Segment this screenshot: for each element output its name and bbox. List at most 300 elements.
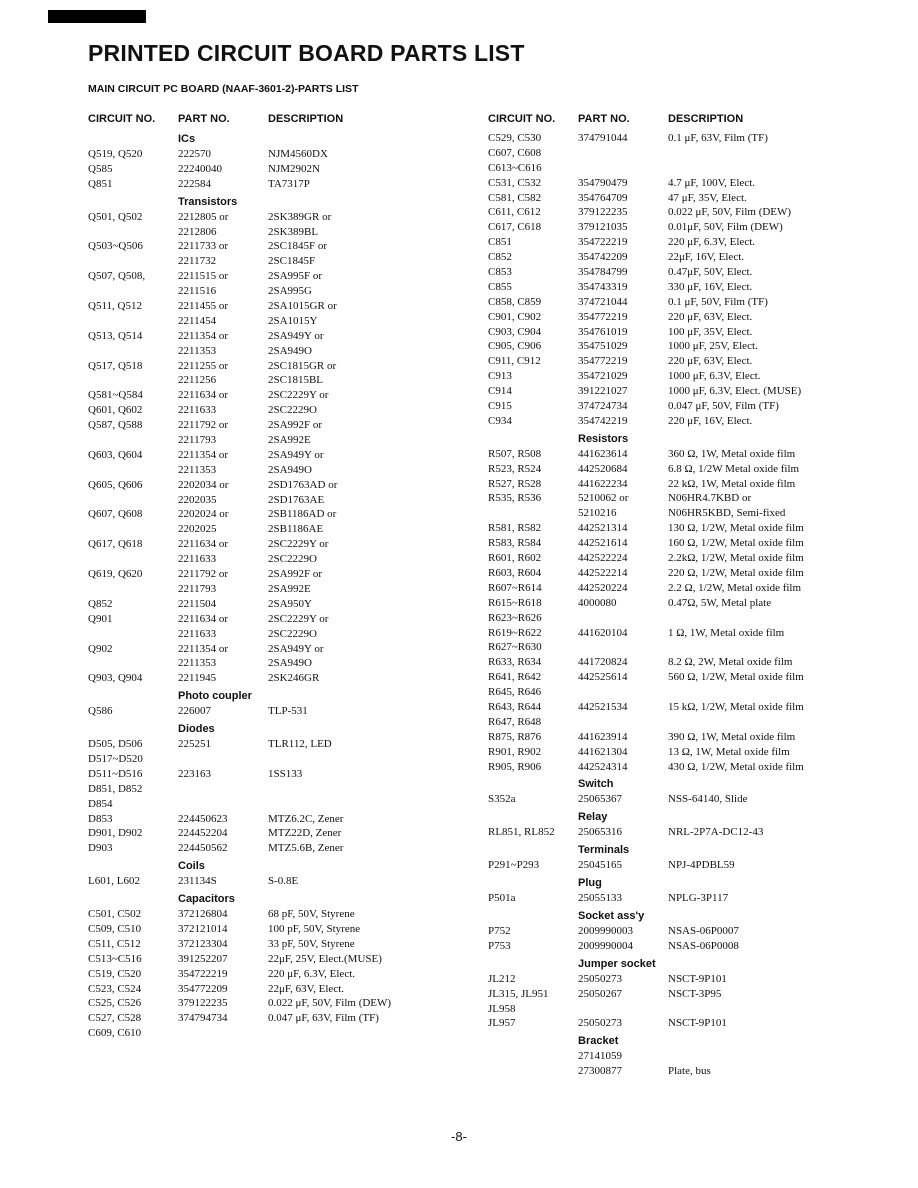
- table-row: [88, 826, 418, 841]
- part-no: 2202035: [178, 493, 217, 506]
- part-no: 2212805 or: [178, 210, 229, 223]
- part-no: 2211256: [178, 374, 217, 387]
- page-number: -8-: [451, 1129, 467, 1144]
- circuit-no: Q607, Q608: [88, 508, 143, 521]
- description: MTZ6.2C, Zener: [268, 812, 344, 825]
- part-no: 2211354 or: [178, 448, 229, 461]
- table-row: [488, 730, 848, 745]
- part-no: 374794734: [178, 1012, 228, 1025]
- description: 330 μF, 16V, Elect.: [668, 280, 753, 293]
- description: 68 pF, 50V, Styrene: [268, 908, 355, 921]
- description: 8.2 Ω, 2W, Metal oxide film: [668, 656, 793, 669]
- circuit-no-header: CIRCUIT NO.: [88, 113, 156, 125]
- table-row: [88, 967, 418, 982]
- part-no: [178, 782, 268, 797]
- part-no: 2211353: [178, 463, 217, 476]
- table-row: [488, 491, 848, 506]
- circuit-no: C613~C616: [488, 161, 542, 174]
- part-no: 354751029: [578, 340, 628, 353]
- circuit-no: [88, 225, 178, 240]
- part-no: 442521614: [578, 537, 628, 550]
- table-row: [88, 147, 418, 162]
- table-row: [88, 299, 418, 314]
- circuit-no: [88, 344, 178, 359]
- table-row: [88, 874, 418, 889]
- part-no: 354772209: [178, 982, 228, 995]
- table-row: [488, 640, 848, 655]
- section-title: Capacitors: [178, 893, 235, 906]
- table-row: [88, 254, 418, 269]
- circuit-no: P753: [488, 939, 511, 952]
- circuit-no: Q603, Q604: [88, 448, 143, 461]
- table-row: [488, 891, 848, 906]
- description: 220 μF, 63V, Elect.: [668, 355, 753, 368]
- description: N06HR4.7KBD or: [668, 492, 752, 505]
- description: [668, 685, 848, 700]
- circuit-no: C901, C902: [488, 310, 542, 323]
- table-row: [88, 767, 418, 782]
- description: TLR112, LED: [268, 738, 332, 751]
- table-row: [88, 627, 418, 642]
- table-row: [488, 414, 848, 429]
- parts-list-left: [88, 131, 418, 1041]
- table-row: [88, 1026, 418, 1041]
- part-no: 354772219: [578, 355, 628, 368]
- part-no-header: PART NO.: [178, 113, 230, 125]
- part-no: 2212806: [178, 225, 217, 238]
- description: 2SC2229O: [268, 553, 317, 566]
- description: 390 Ω, 1W, Metal oxide film: [668, 730, 796, 743]
- table-row: [488, 1002, 848, 1017]
- table-row: [88, 493, 418, 508]
- circuit-no: C529, C530: [488, 132, 542, 144]
- description: 2.2kΩ, 1/2W, Metal oxide film: [668, 552, 804, 565]
- table-row: [88, 507, 418, 522]
- part-no: 2211515 or: [178, 270, 229, 283]
- description: 2SC2229Y or: [268, 538, 329, 551]
- table-row: [88, 704, 418, 719]
- description: 2SA995F or: [268, 270, 323, 283]
- part-no: 2211454: [178, 314, 217, 327]
- table-row: [488, 715, 848, 730]
- circuit-no: C855: [488, 280, 512, 293]
- circuit-no: C934: [488, 414, 512, 427]
- description: [268, 1026, 418, 1041]
- part-no: 224452204: [178, 827, 228, 840]
- table-row: [488, 235, 848, 250]
- part-no: 441622234: [578, 477, 628, 490]
- table-row: [488, 670, 848, 685]
- table-row: [88, 403, 418, 418]
- description: NSCT-9P101: [668, 972, 727, 985]
- table-row: [488, 265, 848, 280]
- circuit-no: R647, R648: [488, 715, 542, 728]
- description: 100 pF, 50V, Styrene: [268, 922, 361, 935]
- description: 0.022 μF, 50V, Film (DEW): [268, 997, 392, 1010]
- circuit-no: C525, C526: [88, 997, 142, 1010]
- circuit-no: P752: [488, 924, 511, 937]
- part-no: 224450623: [178, 812, 228, 825]
- description: 22μF, 25V, Elect.(MUSE): [268, 952, 382, 965]
- description: 2SC2229Y or: [268, 389, 329, 402]
- part-no: 2202034 or: [178, 478, 229, 491]
- part-no: 442522214: [578, 566, 628, 579]
- description: 47 μF, 35V, Elect.: [668, 191, 747, 204]
- description: 0.1 μF, 50V, Film (TF): [668, 295, 768, 308]
- description: 360 Ω, 1W, Metal oxide film: [668, 447, 796, 460]
- description: 15 kΩ, 1/2W, Metal oxide film: [668, 700, 804, 713]
- table-row: [488, 354, 848, 369]
- circuit-no: C523, C524: [88, 982, 142, 995]
- circuit-no: D851, D852: [88, 782, 143, 795]
- circuit-no: Q852: [88, 597, 113, 610]
- circuit-no: Q581~Q584: [88, 389, 143, 402]
- part-no: 223163: [178, 767, 211, 780]
- table-row: [88, 522, 418, 537]
- part-no: 25050267: [578, 987, 622, 1000]
- part-no: 2211353: [178, 344, 217, 357]
- part-no: 354764709: [578, 191, 628, 204]
- description: 100 μF, 35V, Elect.: [668, 325, 753, 338]
- description: [268, 797, 418, 812]
- part-no: 442524314: [578, 760, 628, 773]
- table-row: [88, 656, 418, 671]
- part-no: 2211633: [178, 553, 217, 566]
- circuit-no: R641, R642: [488, 671, 542, 684]
- table-row: [488, 325, 848, 340]
- table-row: [488, 655, 848, 670]
- table-row: [88, 952, 418, 967]
- part-no: 25065316: [578, 826, 622, 839]
- circuit-no: [88, 254, 178, 269]
- description: 4.7 μF, 100V, Elect.: [668, 176, 756, 189]
- table-row: [488, 924, 848, 939]
- table-row: [88, 418, 418, 433]
- description: 2SD1763AE: [268, 493, 325, 506]
- circuit-no: R581, R582: [488, 522, 542, 535]
- description: NRL-2P7A-DC12-43: [668, 826, 764, 839]
- table-row: [488, 339, 848, 354]
- section-title: Resistors: [578, 432, 629, 445]
- table-row: [88, 612, 418, 627]
- part-no: 374791044: [578, 132, 628, 144]
- description: 2SB1186AD or: [268, 508, 337, 521]
- table-row: [88, 314, 418, 329]
- part-no: 2211633: [178, 627, 217, 640]
- part-no: 27141059: [578, 1050, 622, 1063]
- description-header: DESCRIPTION: [268, 113, 344, 125]
- circuit-no: S352a: [488, 793, 516, 806]
- circuit-no: R633, R634: [488, 656, 542, 669]
- section-title: Switch: [578, 778, 614, 791]
- description: 2SD1763AD or: [268, 478, 338, 491]
- circuit-no: Q587, Q588: [88, 419, 143, 432]
- table-row: [88, 373, 418, 388]
- circuit-no: [488, 1049, 578, 1064]
- table-row: [488, 310, 848, 325]
- table-row: [88, 982, 418, 997]
- description: [668, 1049, 848, 1064]
- description: 2SA992F or: [268, 568, 323, 581]
- description: 2.2 Ω, 1/2W, Metal oxide film: [668, 581, 802, 594]
- table-row: [88, 388, 418, 403]
- circuit-no: [488, 506, 578, 521]
- description: 130 Ω, 1/2W, Metal oxide film: [668, 522, 804, 535]
- description: 0.01μF, 50V, Film (DEW): [668, 221, 783, 234]
- description-header: DESCRIPTION: [668, 113, 744, 125]
- circuit-no: C851: [488, 236, 512, 249]
- description: NSCT-3P95: [668, 987, 722, 1000]
- circuit-no: Q503~Q506: [88, 240, 143, 253]
- table-row: [88, 737, 418, 752]
- part-no: 2211633: [178, 404, 217, 417]
- circuit-no: P501a: [488, 892, 516, 905]
- description: 220 μF, 63V, Elect.: [668, 310, 753, 323]
- table-row: [88, 284, 418, 299]
- description: 2SC1845F: [268, 255, 316, 268]
- part-no: 441621304: [578, 745, 628, 758]
- section-title: Photo coupler: [178, 690, 252, 703]
- table-row: [88, 225, 418, 240]
- circuit-no: Q617, Q618: [88, 538, 143, 551]
- description: 560 Ω, 1/2W, Metal oxide film: [668, 671, 804, 684]
- table-row: [88, 448, 418, 463]
- table-row: [488, 384, 848, 399]
- circuit-no: [88, 463, 178, 478]
- table-row: [88, 841, 418, 856]
- part-no: 2211945: [178, 672, 217, 685]
- circuit-no: Q511, Q512: [88, 300, 142, 313]
- description: 2SA992E: [268, 582, 311, 595]
- table-row: [88, 812, 418, 827]
- part-no: 354721029: [578, 370, 628, 383]
- table-row: [488, 462, 848, 477]
- part-no: 379122235: [578, 206, 628, 219]
- circuit-no: C509, C510: [88, 922, 142, 935]
- circuit-no: [88, 284, 178, 299]
- part-no: 372126804: [178, 908, 228, 921]
- circuit-no: C911, C912: [488, 355, 541, 368]
- section-title: Jumper socket: [578, 957, 656, 970]
- section-title: Plug: [578, 877, 602, 890]
- circuit-no: R583, R584: [488, 537, 542, 550]
- part-no: 441620104: [578, 626, 628, 639]
- circuit-no: Q619, Q620: [88, 568, 143, 581]
- table-row: [488, 1049, 848, 1064]
- table-row: [488, 939, 848, 954]
- part-no: [178, 752, 268, 767]
- column-header-row: [488, 113, 848, 127]
- part-no: 354772219: [578, 310, 628, 323]
- part-no: 231134S: [178, 875, 217, 888]
- circuit-no: C617, C618: [488, 221, 542, 234]
- parts-column-right: [488, 113, 848, 1079]
- table-row: [488, 536, 848, 551]
- table-row: [488, 972, 848, 987]
- description: [668, 1002, 848, 1017]
- description: 160 Ω, 1/2W, Metal oxide film: [668, 537, 804, 550]
- circuit-no: R601, R602: [488, 552, 542, 565]
- description: NPLG-3P117: [668, 892, 729, 905]
- circuit-no: R905, R906: [488, 760, 542, 773]
- table-row: [488, 280, 848, 295]
- description: 6.8 Ω, 1/2W Metal oxide film: [668, 462, 800, 475]
- table-row: [488, 369, 848, 384]
- part-no: 2211455 or: [178, 300, 229, 313]
- circuit-no: Q605, Q606: [88, 478, 143, 491]
- circuit-no: C609, C610: [88, 1027, 142, 1040]
- circuit-no: [88, 582, 178, 597]
- part-no: 25045165: [578, 859, 622, 872]
- page-subtitle: MAIN CIRCUIT PC BOARD (NAAF-3601-2)-PARTS LIST: [88, 83, 359, 95]
- circuit-no: [88, 433, 178, 448]
- circuit-no: R615~R618: [488, 596, 542, 609]
- part-no: 2211732: [178, 255, 217, 268]
- circuit-no: D517~D520: [88, 752, 143, 765]
- description: 2SC1815BL: [268, 374, 324, 387]
- circuit-no: L601, L602: [88, 875, 140, 888]
- parts-list-right: [488, 131, 848, 1079]
- circuit-no: R523, R524: [488, 462, 542, 475]
- part-no: 25065367: [578, 793, 622, 806]
- part-no: [178, 797, 268, 812]
- description: N06HR5KBD, Semi-fixed: [668, 507, 786, 520]
- part-no: 2211792 or: [178, 568, 229, 581]
- description: 220 μF, 6.3V, Elect.: [668, 236, 756, 249]
- part-no: 372123304: [178, 937, 228, 950]
- description: 430 Ω, 1/2W, Metal oxide film: [668, 760, 804, 773]
- description: 220 Ω, 1/2W, Metal oxide film: [668, 566, 804, 579]
- description: TA7317P: [268, 177, 310, 190]
- table-row: [88, 269, 418, 284]
- description: 22μF, 63V, Elect.: [268, 982, 345, 995]
- circuit-no: C905, C906: [488, 340, 542, 353]
- part-no: 2211354 or: [178, 329, 229, 342]
- description: [668, 640, 848, 655]
- circuit-no: D903: [88, 842, 113, 855]
- description: NSAS-06P0008: [668, 939, 739, 952]
- part-no: 374724734: [578, 400, 628, 413]
- description: 22μF, 16V, Elect.: [668, 251, 745, 264]
- circuit-no: D854: [88, 797, 113, 810]
- circuit-no: D853: [88, 812, 113, 825]
- circuit-no: Q902: [88, 642, 113, 655]
- part-no: 226007: [178, 705, 211, 718]
- description: 2SA949O: [268, 344, 313, 357]
- circuit-no: [88, 656, 178, 671]
- section-title: Transistors: [178, 195, 238, 208]
- table-row: [88, 922, 418, 937]
- circuit-no: C531, C532: [488, 176, 542, 189]
- part-no: 2211793: [178, 434, 217, 447]
- description: 0.1 μF, 63V, Film (TF): [668, 132, 768, 144]
- column-header-row: [88, 113, 418, 127]
- table-row: [488, 987, 848, 1002]
- part-no: 2211516: [178, 285, 217, 298]
- circuit-no: P291~P293: [488, 859, 540, 872]
- table-row: [88, 782, 418, 797]
- description: 1000 μF, 6.3V, Elect. (MUSE): [668, 385, 802, 398]
- description: 2SK389GR or: [268, 210, 332, 223]
- circuit-no: R645, R646: [488, 686, 542, 699]
- description: 2SA1015GR or: [268, 300, 337, 313]
- description: 2SB1186AE: [268, 523, 324, 536]
- circuit-no: R901, R902: [488, 745, 542, 758]
- table-row: [88, 752, 418, 767]
- part-no: 354743319: [578, 280, 628, 293]
- table-row: [488, 191, 848, 206]
- table-row: [488, 146, 848, 161]
- part-no: 442521314: [578, 522, 628, 535]
- table-row: [488, 176, 848, 191]
- circuit-no: [88, 522, 178, 537]
- circuit-no: [88, 552, 178, 567]
- part-no: 379122235: [178, 997, 228, 1010]
- table-row: [488, 626, 848, 641]
- table-row: [488, 220, 848, 235]
- table-row: [488, 506, 848, 521]
- circuit-no: Q585: [88, 162, 113, 175]
- part-no: 22240040: [178, 162, 222, 175]
- circuit-no: C852: [488, 251, 512, 264]
- part-no: 354790479: [578, 176, 628, 189]
- table-row: [488, 611, 848, 626]
- table-row: [88, 582, 418, 597]
- description: 2SA949Y or: [268, 448, 324, 461]
- circuit-no: RL851, RL852: [488, 826, 555, 839]
- table-row: [488, 131, 848, 146]
- part-no: [578, 161, 668, 176]
- description: S-0.8E: [268, 875, 299, 888]
- description: NJM2902N: [268, 162, 320, 175]
- circuit-no: C581, C582: [488, 191, 542, 204]
- description: [268, 752, 418, 767]
- part-no: [578, 715, 668, 730]
- section-title: Terminals: [578, 844, 630, 857]
- circuit-no: C527, C528: [88, 1012, 142, 1025]
- part-no: 2211634 or: [178, 612, 229, 625]
- part-no: 222584: [178, 177, 211, 190]
- circuit-no: Q903, Q904: [88, 672, 143, 685]
- description: 2SA950Y: [268, 597, 313, 610]
- header-black-bar: [48, 10, 146, 23]
- circuit-no: R507, R508: [488, 447, 542, 460]
- circuit-no: Q501, Q502: [88, 210, 143, 223]
- part-no: 374721044: [578, 295, 628, 308]
- description: [668, 146, 848, 161]
- table-row: [88, 552, 418, 567]
- part-no: 224450562: [178, 842, 228, 855]
- part-no: 442522224: [578, 552, 628, 565]
- circuit-no: C853: [488, 266, 512, 279]
- part-no: 354722219: [178, 967, 228, 980]
- circuit-no-header: CIRCUIT NO.: [488, 113, 556, 125]
- table-row: [488, 858, 848, 873]
- table-row: [88, 162, 418, 177]
- part-no: 2211792 or: [178, 419, 229, 432]
- table-row: [488, 447, 848, 462]
- table-row: [488, 1064, 848, 1079]
- description: 1000 μF, 6.3V, Elect.: [668, 370, 761, 383]
- circuit-no: C914: [488, 385, 512, 398]
- part-no: 2211353: [178, 657, 217, 670]
- circuit-no: R603, R604: [488, 566, 542, 579]
- part-no: [578, 1002, 668, 1017]
- description: MTZ22D, Zener: [268, 827, 342, 840]
- description: 2SA995G: [268, 285, 313, 298]
- part-no: 2009990003: [578, 924, 633, 937]
- description: 2SA949O: [268, 657, 313, 670]
